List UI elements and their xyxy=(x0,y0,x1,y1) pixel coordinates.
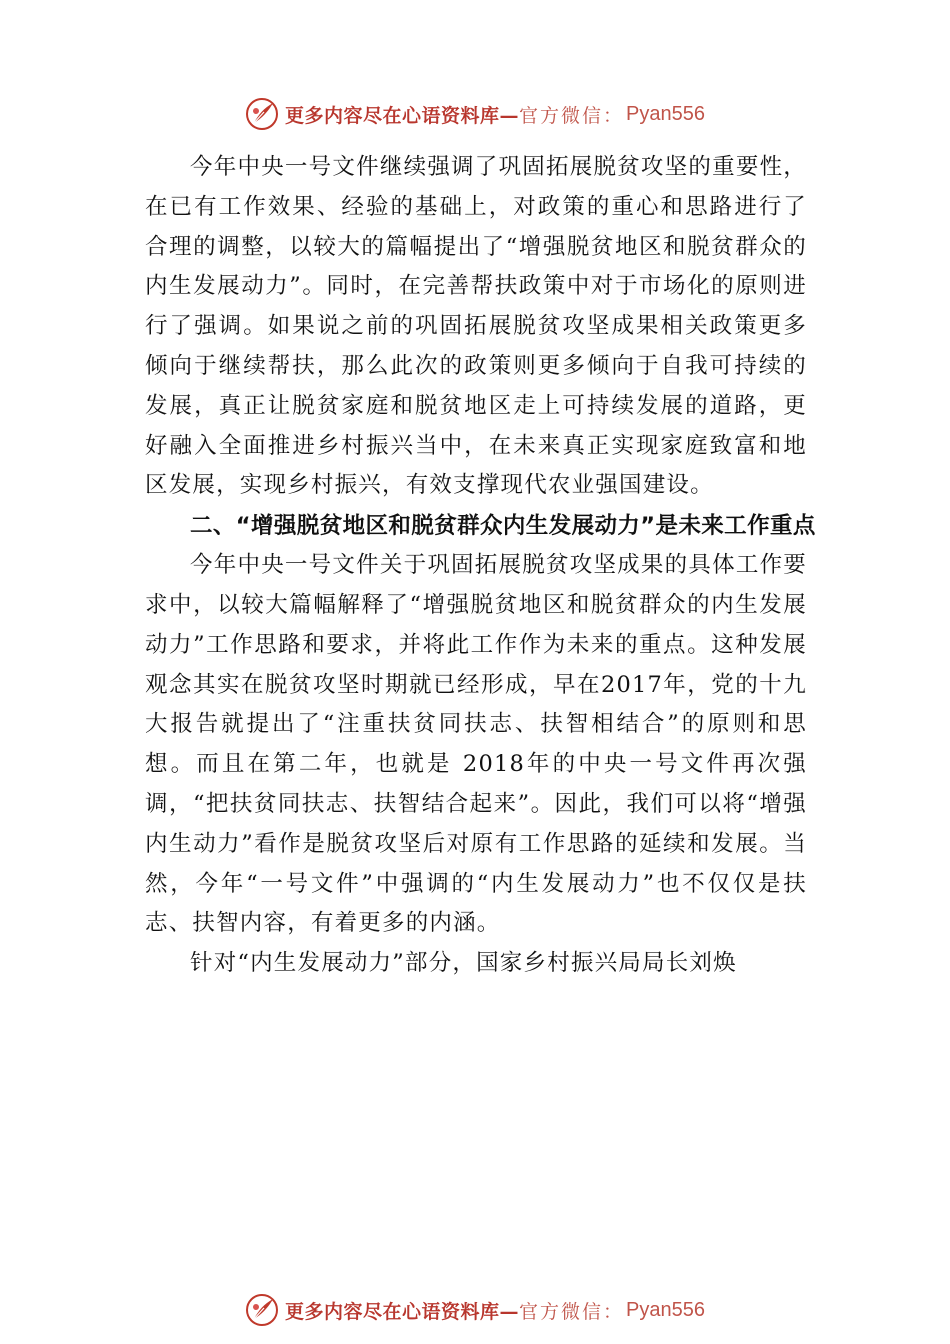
watermark-wechat-id: Pyan556 xyxy=(626,102,705,125)
watermark-wechat-label: 官方微信： xyxy=(519,1300,625,1323)
body-paragraph-2: 今年中央一号文件关于巩固拓展脱贫攻坚成果的具体工作要求中，以较大篇幅解释了“增强脱贫地区和脱贫群众的内生发展动力”工作思路和要求，并将此工作作为未来的重点。这种发展观念其实在脱贫攻坚时期就已经形成，早在2017年，党的十九大报告就提出了“注重扶贫同扶志、扶智相结合”的原则和思想。而且在第二年，也就是 2018年的中央一号文件再次强调，“把扶贫同扶志、扶智结合起来”。因此，我们可以将“增强内生动力”看作是脱贫攻坚后对原有工作思路的延续和发展。当然，今年“一号文件”中强调的“内生发展动力”也不仅仅是扶志、扶智内容，有着更多的内涵。 xyxy=(145,552,807,937)
document-body xyxy=(145,148,816,984)
feather-pen-seal-icon xyxy=(245,1293,279,1327)
watermark-main-text: 更多内容尽在心语资料库— xyxy=(285,1300,520,1323)
watermark-main-text: 更多内容尽在心语资料库— xyxy=(285,104,520,127)
section-heading-2: 二、“增强脱贫地区和脱贫群众内生发展动力”是未来工作重点 xyxy=(190,513,816,540)
watermark-wechat-id: Pyan556 xyxy=(626,1298,705,1321)
body-paragraph-3: 针对“内生发展动力”部分，国家乡村振兴局局长刘焕 xyxy=(190,950,737,977)
header-watermark xyxy=(0,94,950,134)
watermark-wechat-label: 官方微信： xyxy=(519,104,625,127)
body-paragraph-1: 今年中央一号文件继续强调了巩固拓展脱贫攻坚的重要性，在已有工作效果、经验的基础上，对政策的重心和思路进行了合理的调整，以较大的篇幅提出了“增强脱贫地区和脱贫群众的内生发展动力”。同时，在完善帮扶政策中对于市场化的原则进行了强调。如果说之前的巩固拓展脱贫攻坚成果相关政策更多倾向于继续帮扶，那么此次的政策则更多倾向于自我可持续的发展，真正让脱贫家庭和脱贫地区走上可持续发展的道路，更好融入全面推进乡村振兴当中，在未来真正实现家庭致富和地区发展，实现乡村振兴，有效支撑现代农业强国建设。 xyxy=(145,154,807,499)
footer-watermark xyxy=(0,1290,950,1330)
feather-pen-seal-icon xyxy=(245,97,279,131)
